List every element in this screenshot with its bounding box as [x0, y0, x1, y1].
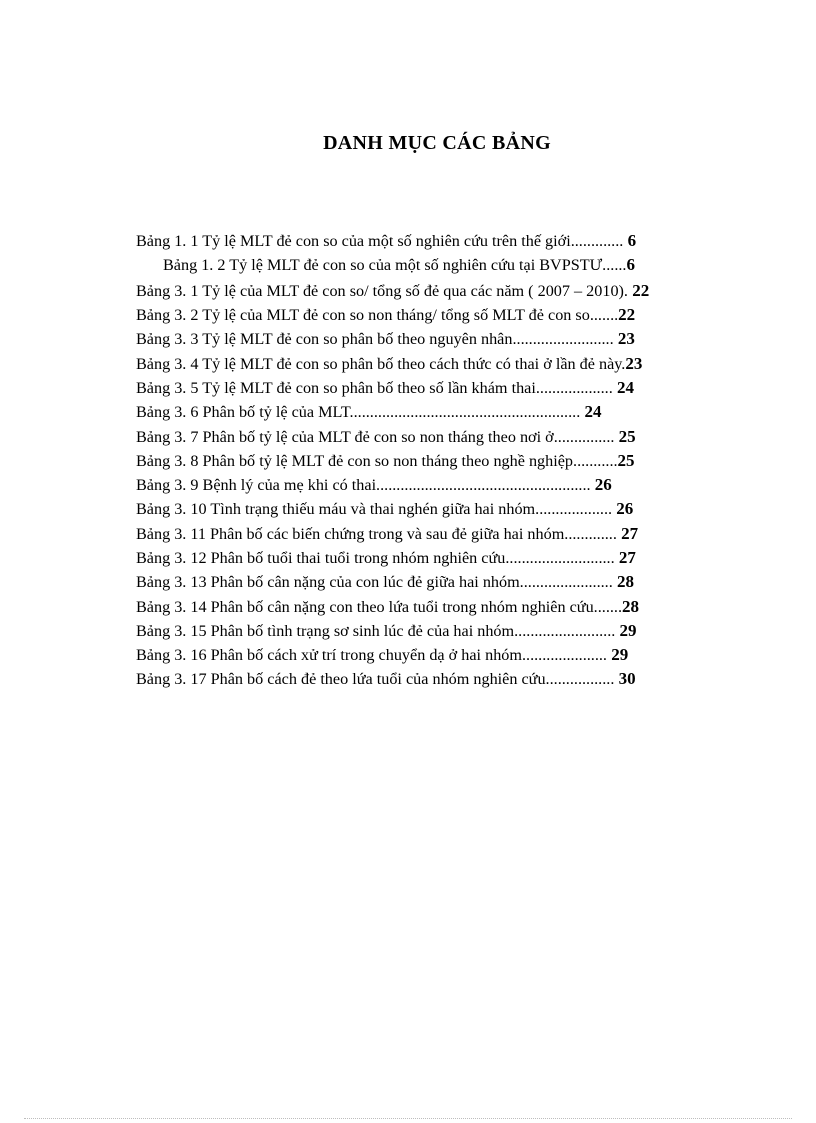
toc-entry-leader: ....................................................	[380, 476, 591, 494]
toc-entry	[136, 401, 601, 423]
toc-entry	[136, 498, 633, 520]
toc-entry-page: 29	[606, 645, 629, 664]
toc-entry-page: 27	[614, 548, 636, 567]
toc-entry	[136, 377, 634, 399]
toc-entry-page: 23	[625, 354, 643, 373]
toc-entry-label: Bảng 3. 11 Phân bố các biến chứng trong và sau đẻ giữa hai nhóm.	[136, 525, 569, 543]
toc-entry-leader: ......................	[523, 573, 613, 591]
toc-entry-leader: ........................	[518, 622, 616, 640]
toc-entry-leader: ......	[597, 598, 623, 616]
toc-entry-label: Bảng 3. 1 Tỷ lệ của MLT đẻ con so/ tổng số đẻ qua các năm ( 2007 – 2010).	[136, 282, 628, 300]
toc-entry-label: Bảng 3. 16 Phân bố cách xử trí trong chuyển dạ ở hai nhóm.	[136, 646, 527, 664]
toc-entry-label: Bảng 3. 2 Tỷ lệ của MLT đẻ con so non tháng/ tổng số MLT đẻ con so.	[136, 306, 594, 324]
toc-entry	[136, 547, 636, 569]
toc-entry-leader: ........................................................	[353, 403, 581, 421]
toc-entry-page: 28	[622, 597, 640, 616]
page-title: DANH MỤC CÁC BẢNG	[323, 132, 551, 154]
toc-entry	[136, 474, 612, 496]
toc-entry-label: Bảng 3. 13 Phân bố cân nặng của con lúc đẻ giữa hai nhóm.	[136, 573, 524, 591]
toc-entry-leader: ..............	[557, 428, 615, 446]
toc-entry-label: Bảng 3. 15 Phân bố tình trạng sơ sinh lúc đẻ của hai nhóm.	[136, 622, 519, 640]
toc-entry-label: Bảng 3. 17 Phân bố cách đẻ theo lứa tuổi của nhóm nghiên cứu.	[136, 670, 550, 688]
toc-entry-label: Bảng 3. 5 Tỷ lệ MLT đẻ con so phân bố theo số lần khám thai.	[136, 379, 540, 397]
toc-entry-page: 27	[616, 524, 639, 543]
toc-entry-page: 26	[612, 499, 634, 518]
toc-entry	[136, 426, 636, 448]
toc-entry-page: 22	[627, 281, 650, 300]
toc-entry-leader: ..........................	[509, 549, 615, 567]
toc-entry	[136, 450, 635, 472]
toc-entry-leader: ..........	[577, 452, 618, 470]
toc-entry	[136, 353, 642, 375]
toc-entry	[136, 668, 636, 690]
toc-entry	[136, 280, 649, 302]
toc-entry-label: Bảng 3. 6 Phân bố tỷ lệ của MLT.	[136, 403, 354, 421]
toc-entry	[136, 304, 635, 326]
toc-entry-leader: ........................	[516, 330, 614, 348]
toc-entry-page: 26	[590, 475, 612, 494]
toc-entry-label: Bảng 3. 10 Tình trạng thiếu máu và thai nghén giữa hai nhóm.	[136, 500, 540, 518]
toc-entry-leader: ................	[549, 670, 615, 688]
toc-entry-page: 6	[623, 231, 637, 250]
toc-entry-page: 25	[614, 427, 636, 446]
toc-entry-leader: ......	[593, 306, 619, 324]
toc-entry-label: Bảng 3. 9 Bệnh lý của mẹ khi có thai.	[136, 476, 381, 494]
toc-entry-leader: ............	[574, 232, 624, 250]
toc-entry-label: Bảng 3. 4 Tỷ lệ MLT đẻ con so phân bố theo cách thức có thai ở lần đẻ này.	[136, 355, 626, 373]
toc-entry-page: 28	[612, 572, 635, 591]
page-bottom-rule	[24, 1118, 792, 1119]
toc-entry-label: Bảng 3. 3 Tỷ lệ MLT đẻ con so phân bố theo nguyên nhân.	[136, 330, 517, 348]
toc-entry-label: Bảng 3. 8 Phân bố tỷ lệ MLT đẻ con so non tháng theo nghề nghiệp.	[136, 452, 578, 470]
toc-entry-label: Bảng 3. 12 Phân bố tuổi thai tuổi trong nhóm nghiên cứu.	[136, 549, 510, 567]
toc-entry	[136, 644, 628, 666]
toc-entry-label: Bảng 1. 1 Tỷ lệ MLT đẻ con so của một số nghiên cứu trên thế giới.	[136, 232, 575, 250]
toc-entry	[163, 254, 635, 276]
toc-entry-page: 24	[612, 378, 634, 397]
toc-entry-label: Bảng 3. 7 Phân bố tỷ lệ của MLT đẻ con so non tháng theo nơi ở.	[136, 428, 558, 446]
toc-entry-label: Bảng 3. 14 Phân bố cân nặng con theo lứa tuổi trong nhóm nghiên cứu.	[136, 598, 598, 616]
toc-entry-leader: ....................	[526, 646, 607, 664]
toc-entry	[136, 620, 637, 642]
toc-entry	[136, 328, 635, 350]
toc-entry-leader: .....	[606, 256, 627, 274]
toc-entry-page: 22	[618, 305, 636, 324]
toc-entry	[136, 230, 636, 252]
toc-entry-leader: ..................	[539, 379, 613, 397]
toc-entry-page: 6	[626, 255, 635, 274]
toc-entry-page: 25	[617, 451, 635, 470]
toc-entry	[136, 523, 638, 545]
toc-entry-leader: ..................	[539, 500, 613, 518]
toc-entry-leader: ............	[568, 525, 617, 543]
toc-entry-page: 23	[613, 329, 635, 348]
toc-entry-page: 24	[580, 402, 602, 421]
toc-entry-label: Bảng 1. 2 Tỷ lệ MLT đẻ con so của một số nghiên cứu tại BVPSTƯ.	[163, 256, 607, 274]
toc-entry-page: 30	[614, 669, 636, 688]
toc-entry	[136, 571, 634, 593]
toc-entry	[136, 596, 639, 618]
toc-entry-page: 29	[615, 621, 637, 640]
